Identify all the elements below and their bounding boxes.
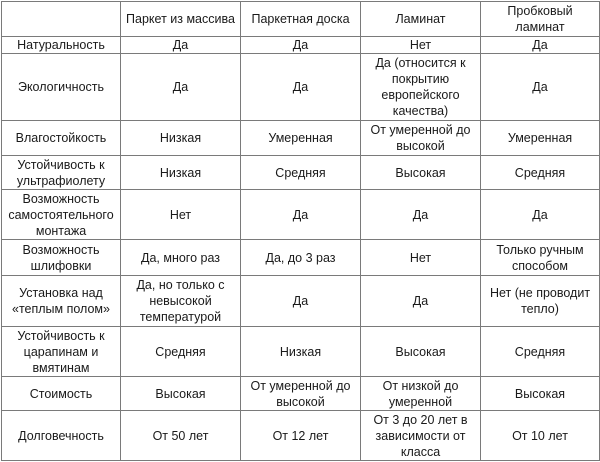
cell: От низкой до умеренной bbox=[361, 377, 481, 411]
cell: Нет bbox=[361, 37, 481, 54]
cell: Да bbox=[481, 37, 600, 54]
table-row bbox=[2, 327, 600, 377]
header-solid-parquet: Паркет из массива bbox=[121, 2, 241, 37]
row-label: Экологичность bbox=[2, 54, 121, 121]
cell: Умеренная bbox=[241, 121, 361, 156]
row-label: Установка над «теплым полом» bbox=[2, 276, 121, 327]
cell: Да bbox=[121, 37, 241, 54]
row-label: Возможность шлифовки bbox=[2, 240, 121, 276]
table-row bbox=[2, 121, 600, 156]
cell: Высокая bbox=[361, 327, 481, 377]
cell: Да bbox=[241, 54, 361, 121]
cell: Нет bbox=[361, 240, 481, 276]
cell: Да bbox=[481, 190, 600, 240]
cell: От умеренной до высокой bbox=[241, 377, 361, 411]
row-label: Устойчивость к ультрафиолету bbox=[2, 156, 121, 190]
header-cork-laminate: Пробковый ламинат bbox=[481, 2, 600, 37]
header-laminate: Ламинат bbox=[361, 2, 481, 37]
cell: Низкая bbox=[241, 327, 361, 377]
cell: Да, много раз bbox=[121, 240, 241, 276]
table-row bbox=[2, 37, 600, 54]
cell: От умеренной до высокой bbox=[361, 121, 481, 156]
cell: Низкая bbox=[121, 121, 241, 156]
row-label: Стоимость bbox=[2, 377, 121, 411]
cell: Средняя bbox=[121, 327, 241, 377]
cell: Да bbox=[121, 54, 241, 121]
cell: Только ручным способом bbox=[481, 240, 600, 276]
cell: Да bbox=[241, 37, 361, 54]
table-row bbox=[2, 190, 600, 240]
table-row bbox=[2, 156, 600, 190]
table-row bbox=[2, 240, 600, 276]
cell: Высокая bbox=[361, 156, 481, 190]
cell: От 3 до 20 лет в зависимости от класса bbox=[361, 411, 481, 461]
cell: Да bbox=[361, 190, 481, 240]
cell: От 50 лет bbox=[121, 411, 241, 461]
row-label: Возможность самостоятельного монтажа bbox=[2, 190, 121, 240]
cell: Да bbox=[481, 54, 600, 121]
table-row bbox=[2, 411, 600, 461]
row-label: Натуральность bbox=[2, 37, 121, 54]
cell: Высокая bbox=[481, 377, 600, 411]
cell: Да bbox=[241, 276, 361, 327]
cell: Нет (не проводит тепло) bbox=[481, 276, 600, 327]
table-row bbox=[2, 54, 600, 121]
cell: Да, но только с невысокой температурой bbox=[121, 276, 241, 327]
cell: Да bbox=[241, 190, 361, 240]
cell: Высокая bbox=[121, 377, 241, 411]
cell: Да, до 3 раз bbox=[241, 240, 361, 276]
comparison-table bbox=[1, 1, 600, 461]
row-label: Долговечность bbox=[2, 411, 121, 461]
cell: Да (относится к покрытию европейского качества) bbox=[361, 54, 481, 121]
cell: Да bbox=[361, 276, 481, 327]
table-row bbox=[2, 377, 600, 411]
row-label: Влагостойкость bbox=[2, 121, 121, 156]
header-parquet-board: Паркетная доска bbox=[241, 2, 361, 37]
cell: Средняя bbox=[481, 327, 600, 377]
table-row bbox=[2, 276, 600, 327]
header-row bbox=[2, 2, 600, 37]
cell: Умеренная bbox=[481, 121, 600, 156]
cell: Средняя bbox=[241, 156, 361, 190]
header-corner bbox=[2, 2, 121, 37]
cell: От 12 лет bbox=[241, 411, 361, 461]
cell: Нет bbox=[121, 190, 241, 240]
cell: Низкая bbox=[121, 156, 241, 190]
cell: Средняя bbox=[481, 156, 600, 190]
cell: От 10 лет bbox=[481, 411, 600, 461]
row-label: Устойчивость к царапинам и вмятинам bbox=[2, 327, 121, 377]
